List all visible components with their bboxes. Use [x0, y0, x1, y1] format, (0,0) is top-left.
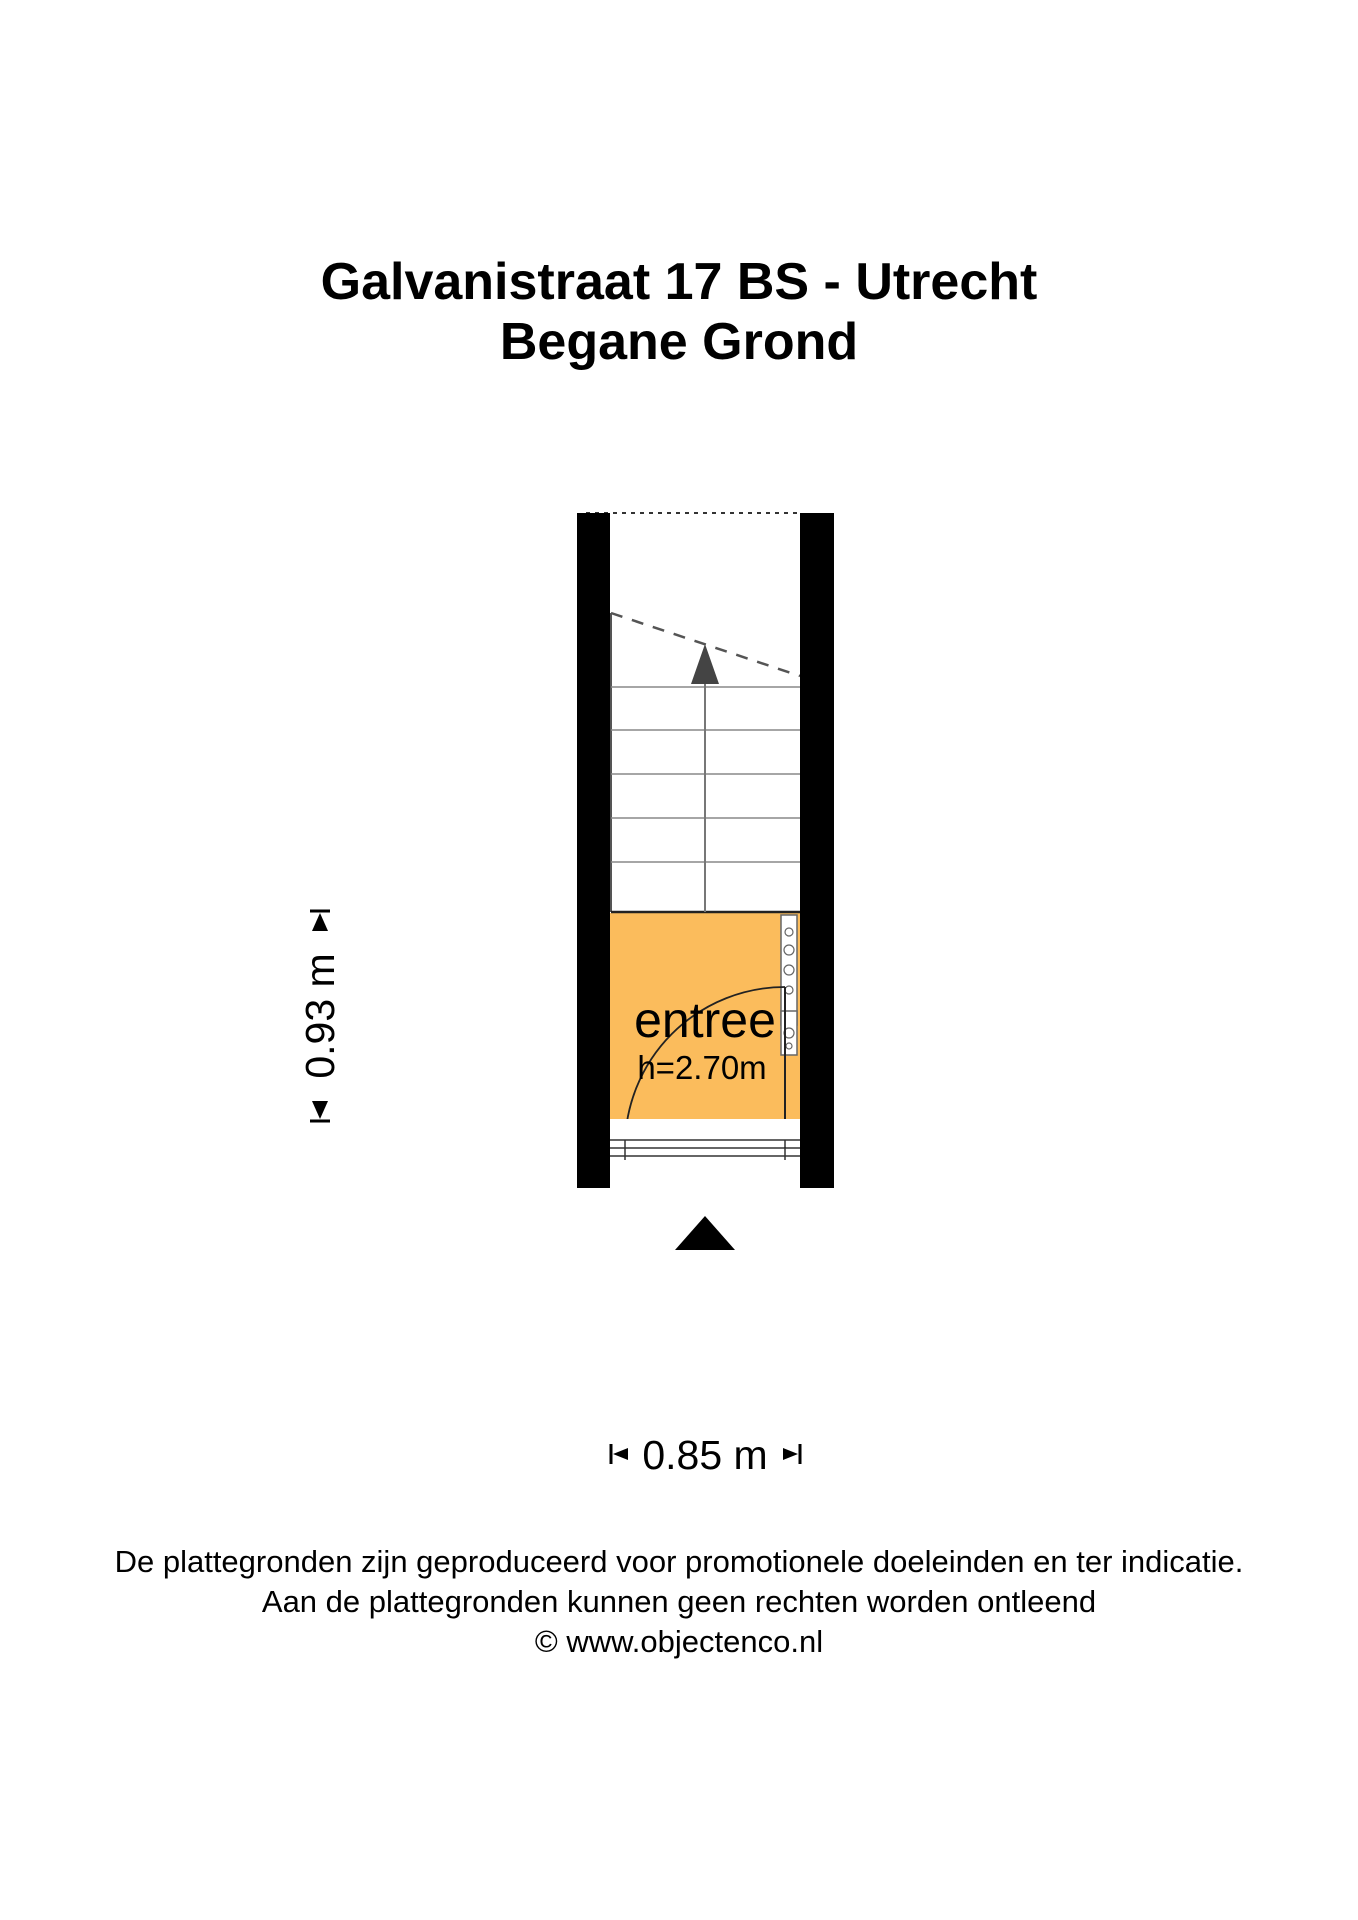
disclaimer	[0, 1542, 1358, 1662]
copyright-line: © www.objectenco.nl	[534, 1624, 824, 1659]
vertical-dimension	[297, 911, 343, 1121]
disclaimer-line-2: Aan de plattegronden kunnen geen rechten worden ontleend	[261, 1584, 1097, 1619]
right-wall	[800, 513, 834, 1188]
vertical-dimension-label: 0.93 m	[297, 953, 343, 1079]
stair-up-arrow-icon	[691, 644, 719, 684]
disclaimer-line-1: De plattegronden zijn geproduceerd voor promotionele doeleinden en ter indicatie.	[114, 1544, 1244, 1579]
staircase	[611, 613, 800, 912]
room-height-label: h=2.70m	[637, 1049, 767, 1086]
left-wall	[577, 513, 610, 1188]
entrance-triangle-icon	[675, 1216, 735, 1250]
room-name-label: entree	[634, 992, 776, 1048]
floor-title: Begane Grond	[499, 313, 859, 371]
door-threshold	[610, 1119, 800, 1160]
horizontal-dimension-label: 0.85 m	[642, 1432, 768, 1478]
utility-meter-icon	[781, 915, 797, 1055]
page-title: Galvanistraat 17 BS - Utrecht	[320, 253, 1038, 311]
horizontal-dimension	[611, 1432, 800, 1478]
